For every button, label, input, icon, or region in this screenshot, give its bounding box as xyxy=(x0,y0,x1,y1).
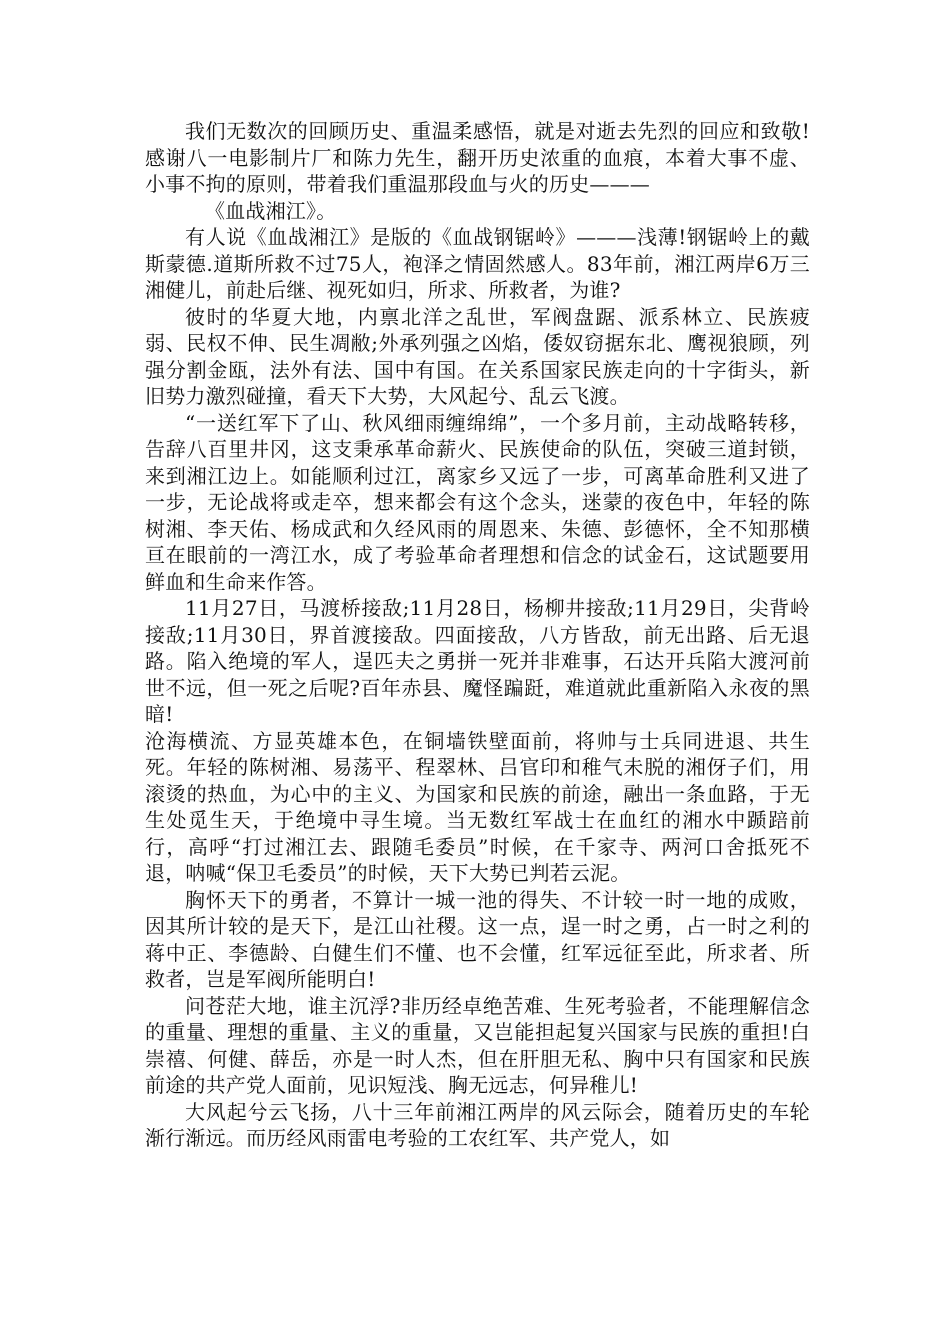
paragraph-9: 问苍茫大地，谁主沉浮?非历经卓绝苦难、生死考验者，不能理解信念的重量、理想的重量、主义的重量，又岂能担起复兴国家与民族的重担!白崇禧、何健、薛岳，亦是一时人杰，但在肝胆无私、胸中只有国家和民族前途的共产党人面前，见识短浅、胸无远志，何异稚儿! xyxy=(145,993,810,1097)
paragraph-3: 有人说《血战湘江》是版的《血战钢锯岭》———浅薄!钢锯岭上的戴斯蒙德.道斯所救不过75人，袍泽之情固然感人。83年前，湘江两岸6万三湘健儿，前赴后继、视死如归，所求、所救者，为谁? xyxy=(145,225,810,302)
article-body xyxy=(145,118,810,1152)
paragraph-8: 胸怀天下的勇者，不算计一城一池的得失、不计较一时一地的成败，因其所计较的是天下，是江山社稷。这一点，逞一时之勇，占一时之利的蒋中正、李德龄、白健生们不懂、也不会懂，红军远征至此，所求者、所救者，岂是军阀所能明白! xyxy=(145,887,810,991)
paragraph-2: 《血战湘江》。 xyxy=(205,198,337,223)
paragraph-7: 沧海横流、方显英雄本色，在铜墙铁壁面前，将帅与士兵同进退、共生死。年轻的陈树湘、易荡平、程翠林、吕官印和稚气未脱的湘伢子们，用滚烫的热血，为心中的主义、为国家和民族的前途，融出一条血路，于无生处觅生天，于绝境中寻生境。当无数红军战士在血红的湘水中踬踣前行，高呼“打过湘江去、跟随毛委员”时候，在千家寺、两河口舍抵死不退，呐喊“保卫毛委员”的时候，天下大势已判若云泥。 xyxy=(145,728,810,885)
paragraph-4: 彼时的华夏大地，内禀北洋之乱世，军阀盘踞、派系林立、民族疲弱、民权不伸、民生凋敝;外承列强之凶焰，倭奴窃据东北、鹰视狼顾，列强分割金瓯，法外有法、国中有国。在关系国家民族走向的十字街头，新旧势力激烈碰撞，看天下大势，大风起兮、乱云飞渡。 xyxy=(145,304,810,408)
paragraph-10: 大风起兮云飞扬，八十三年前湘江两岸的风云际会，随着历史的车轮渐行渐远。而历经风雨雷电考验的工农红军、共产党人，如 xyxy=(145,1099,810,1150)
paragraph-1: 我们无数次的回顾历史、重温柔感悟，就是对逝去先烈的回应和致敬!感谢八一电影制片厂和陈力先生，翻开历史浓重的血痕，本着大事不虚、小事不拘的原则，带着我们重温那段血与火的历史——— xyxy=(145,119,810,196)
paragraph-6: 11月27日，马渡桥接敌;11月28日，杨柳井接敌;11月29日，尖背岭接敌;11月30日，界首渡接敌。四面接敌，八方皆敌，前无出路、后无退路。陷入绝境的军人，逞匹夫之勇拼一死并非难事，石达开兵陷大渡河前世不远，但一死之后呢?百年赤县、魔怪蹁跹，难道就此重新陷入永夜的黑暗! xyxy=(145,596,810,726)
paragraph-5: “一送红军下了山、秋风细雨缠绵绵”，一个多月前，主动战略转移，告辞八百里井冈，这支秉承革命薪火、民族使命的队伍，突破三道封锁，来到湘江边上。如能顺利过江，离家乡又远了一步，可离革命胜利又进了一步，无论战将或走卒，想来都会有这个念头，迷蒙的夜色中，年轻的陈树湘、李天佑、杨成武和久经风雨的周恩来、朱德、彭德怀，全不知那横亘在眼前的一湾江水，成了考验革命者理想和信念的试金石，这试题要用鲜血和生命来作答。 xyxy=(145,410,810,594)
